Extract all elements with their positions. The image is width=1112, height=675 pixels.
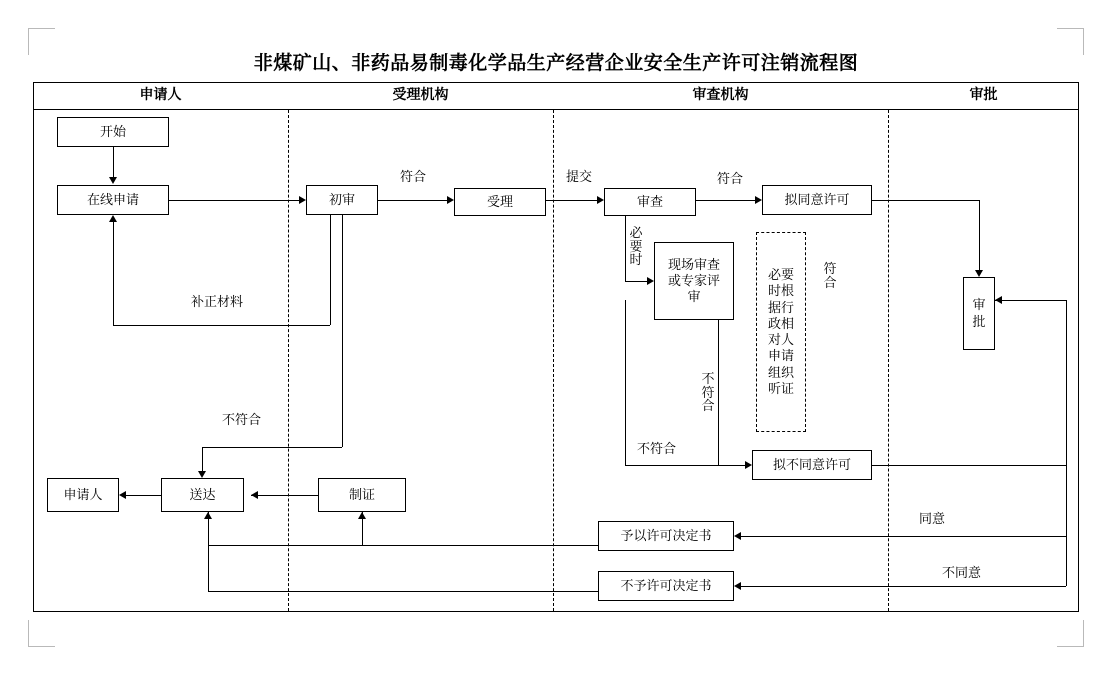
edge-deliver-to-applicant	[126, 495, 161, 496]
edge-firstreview-notconform-v	[342, 215, 343, 447]
label-submit: 提交	[566, 169, 593, 184]
edge-approve-agree-v	[1066, 465, 1067, 536]
edge-accept-to-examine-arrow	[597, 196, 604, 204]
node-hearing[interactable]: 必要时根据行政相对人申请组织听证	[756, 232, 806, 432]
edge-grant-to-cert-arrow	[358, 512, 366, 519]
edge-refuse-to-deliver-v	[208, 512, 209, 591]
edge-examine-to-agree	[696, 200, 755, 201]
lane-header-divider	[33, 109, 1079, 110]
crop-mark-bottom-right	[1057, 620, 1084, 647]
lane-divider-2	[553, 110, 554, 611]
label-conform-3: 符合	[823, 261, 837, 290]
edge-approve-disagree-arrow	[734, 582, 741, 590]
edge-agree-to-approve-v	[979, 200, 980, 270]
lane-header-approval: 审批	[969, 88, 998, 103]
edge-examine-notconform-h	[625, 465, 745, 466]
node-disagree-permit[interactable]: 拟不同意许可	[752, 450, 872, 480]
edge-examine-to-site-h	[625, 281, 647, 282]
edge-start-to-apply-arrow	[109, 177, 117, 184]
edge-refuse-to-deliver-arrow	[204, 512, 212, 519]
edge-apply-to-firstreview	[169, 200, 299, 201]
node-first-review[interactable]: 初审	[306, 185, 378, 215]
label-conform-2: 符合	[717, 171, 744, 186]
lane-header-review: 审查机构	[692, 88, 749, 103]
edge-disagree-to-approve-h2	[995, 300, 1066, 301]
edge-supplement-v2	[113, 222, 114, 325]
node-site-review[interactable]: 现场审查或专家评审	[654, 242, 734, 320]
node-start[interactable]: 开始	[57, 117, 169, 147]
node-examine[interactable]: 审查	[604, 188, 696, 216]
edge-firstreview-notconform-v2	[202, 447, 203, 471]
edge-accept-to-examine	[546, 200, 597, 201]
label-if-needed: 必要时	[629, 225, 643, 268]
node-agree-permit[interactable]: 拟同意许可	[762, 185, 872, 215]
edge-site-to-disagree-v	[718, 320, 719, 465]
edge-approve-agree-h	[741, 536, 1066, 537]
edge-firstreview-notconform-arrow	[198, 471, 206, 478]
edge-approve-agree-arrow	[734, 532, 741, 540]
edge-start-to-apply	[113, 147, 114, 177]
edge-firstreview-to-accept	[378, 200, 447, 201]
node-refuse-decision[interactable]: 不予许可决定书	[598, 571, 734, 601]
label-disagree: 不同意	[942, 565, 982, 580]
edge-grant-to-cert-h	[208, 545, 598, 546]
label-agree: 同意	[919, 511, 946, 526]
edge-firstreview-notconform-h	[202, 447, 342, 448]
edge-supplement-arrow	[109, 215, 117, 222]
label-conform-1: 符合	[400, 169, 427, 184]
lane-divider-1	[288, 110, 289, 611]
node-grant-decision[interactable]: 予以许可决定书	[598, 521, 734, 551]
lane-header-acceptance: 受理机构	[392, 88, 449, 103]
node-make-cert[interactable]: 制证	[318, 478, 406, 512]
edge-examine-to-site-arrow	[647, 277, 654, 285]
edge-disagree-to-approve-arrow	[995, 296, 1002, 304]
edge-supplement-h	[113, 325, 330, 326]
diagram-title: 非煤矿山、非药品易制毒化学品生产经营企业安全生产许可注销流程图	[253, 53, 859, 74]
label-not-conform-left: 不符合	[637, 441, 677, 456]
diagram-frame	[33, 82, 1079, 612]
lane-header-applicant: 申请人	[139, 88, 182, 103]
edge-examine-to-site-v	[625, 216, 626, 281]
node-deliver[interactable]: 送达	[161, 478, 244, 512]
edge-agree-to-approve-h	[872, 200, 979, 201]
edge-refuse-to-deliver-h	[208, 591, 598, 592]
edge-examine-to-agree-arrow	[755, 196, 762, 204]
edge-cert-to-deliver-arrow	[251, 491, 258, 499]
label-not-conform-apply: 不符合	[222, 412, 262, 427]
node-applicant-result[interactable]: 申请人	[47, 478, 119, 512]
edge-disagree-to-approve-h	[872, 465, 1066, 466]
label-supplement: 补正材料	[191, 294, 244, 309]
node-accept[interactable]: 受理	[454, 188, 546, 216]
edge-deliver-to-applicant-arrow	[119, 491, 126, 499]
edge-apply-to-firstreview-arrow	[299, 196, 306, 204]
crop-mark-bottom-left	[28, 620, 55, 647]
edge-firstreview-to-accept-arrow	[447, 196, 454, 204]
edge-approve-disagree-h	[741, 586, 1066, 587]
edge-agree-to-approve-arrow	[975, 270, 983, 277]
edge-supplement-v1	[330, 215, 331, 325]
edge-site-to-disagree-arrow	[745, 461, 752, 469]
node-approve[interactable]: 审批	[963, 277, 995, 350]
edge-disagree-to-approve-v	[1066, 300, 1067, 465]
label-not-conform-vertical: 不符合	[701, 371, 715, 414]
node-online-apply[interactable]: 在线申请	[57, 185, 169, 215]
edge-cert-to-deliver	[251, 495, 318, 496]
edge-approve-disagree-v	[1066, 536, 1067, 586]
edge-examine-notconform-v	[625, 300, 626, 465]
